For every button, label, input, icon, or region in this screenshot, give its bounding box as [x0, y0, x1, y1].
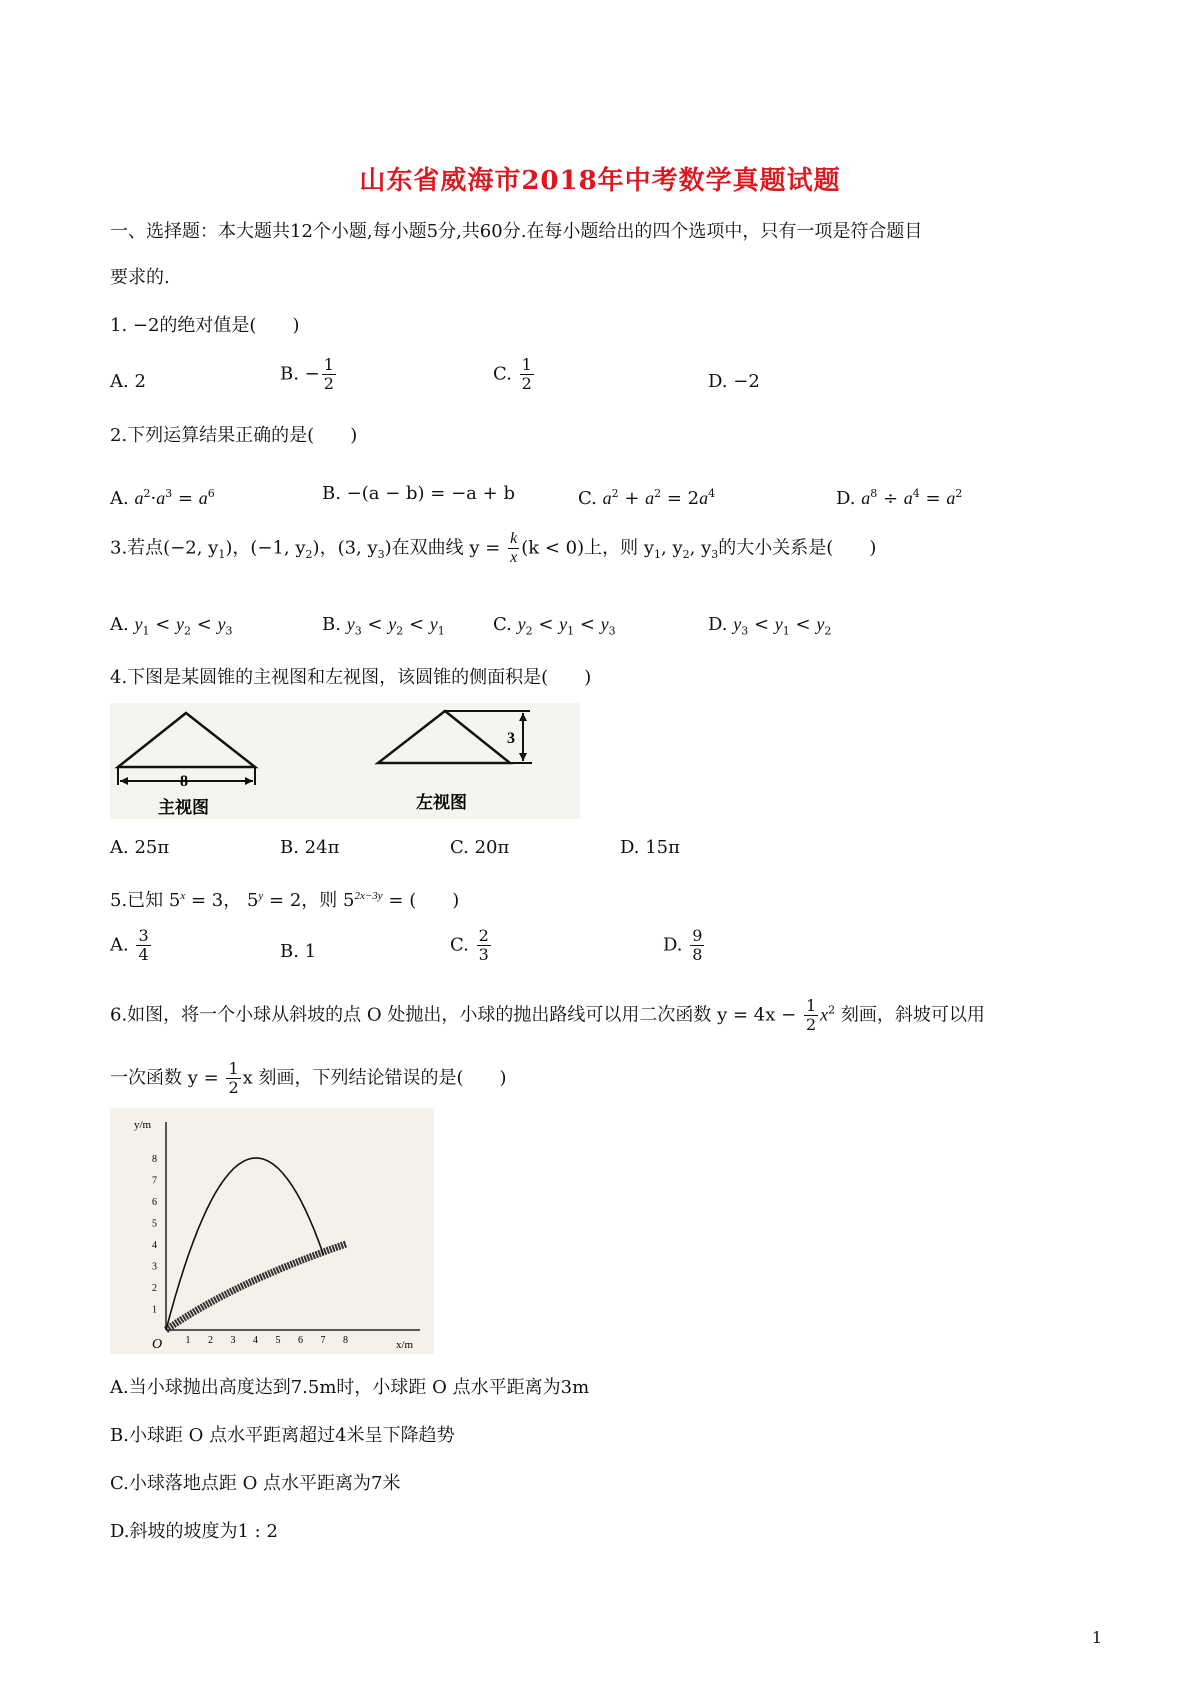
q2-option-d: D. $a^8 \div a^4 = a^2$ [836, 487, 963, 509]
y-tick-label: 2 [152, 1283, 157, 1294]
y-tick-labels [152, 1154, 157, 1316]
x-tick-label: 7 [320, 1335, 326, 1346]
y-tick-label: 3 [152, 1261, 157, 1273]
slope-line [166, 1244, 346, 1330]
q4-option-b: B. 24π [280, 837, 340, 858]
q6-option-d: D.斜坡的坡度为1 : 2 [110, 1521, 278, 1542]
x-axis-label: x/m [396, 1339, 414, 1351]
q3-option-d: D. $y_3 < y_1 < y_2$ [708, 614, 832, 638]
q1-option-d: D. −2 [708, 371, 760, 392]
q5-stem: 5.已知 5$^x$ = 3， 5$^y$ = 2，则 $5^{2x-3y}$ = ( ) [110, 890, 460, 911]
page-title: 山东省威海市2018年中考数学真题试题 [359, 166, 841, 196]
y-axis-label: y/m [134, 1119, 152, 1131]
y-tick-label: 7 [152, 1175, 157, 1187]
q5-option-d: D. $\frac{9}{8}$ [663, 926, 703, 964]
y-tick-label: 6 [152, 1197, 157, 1208]
x-tick-label: 1 [185, 1335, 191, 1346]
y-tick-label: 4 [152, 1240, 157, 1251]
y-tick-label: 8 [152, 1154, 157, 1165]
q1-option-a: A. 2 [110, 371, 146, 392]
left-view-dimension: 3 [507, 730, 515, 747]
left-view-triangle [378, 711, 510, 763]
trajectory-graph [110, 1108, 434, 1354]
q2-option-b: B. −(a − b) = −a + b [322, 483, 515, 504]
cone-views-figure [110, 703, 580, 819]
page-number: 1 [1091, 1628, 1102, 1647]
main-view-triangle [118, 713, 255, 767]
parabola-curve [166, 1158, 324, 1330]
main-view-dim-arrow-right [245, 777, 253, 785]
x-tick-label: 4 [253, 1335, 258, 1346]
main-view-dim-arrow-left [120, 777, 128, 785]
section-instruction-line1: 一、选择题：本大题共12个小题,每小题5分,共60分.在每小题给出的四个选项中，只有一项是符合题目 [110, 221, 923, 242]
left-view-dim-arrow-bottom [519, 753, 527, 761]
x-tick-label: 6 [298, 1335, 303, 1346]
q1-option-b: B. − $\frac{1}{2}$ [280, 355, 334, 393]
left-view-label: 左视图 [416, 793, 467, 813]
x-tick-labels [186, 1335, 349, 1346]
y-tick-label: 5 [152, 1218, 157, 1230]
q6-option-c: C.小球落地点距 O 点水平距离为7米 [110, 1473, 401, 1494]
x-tick-label: 5 [275, 1335, 281, 1346]
origin-label: O [152, 1337, 163, 1352]
main-view-dimension: 8 [180, 773, 188, 790]
q3-option-b: B. $y_3 < y_2 < y_1$ [322, 614, 445, 638]
q4-stem: 4.下图是某圆锥的主视图和左视图，该圆锥的侧面积是( ) [110, 667, 592, 688]
q4-option-d: D. 15π [620, 837, 680, 858]
q1-option-c: C. $\frac{1}{2}$ [493, 355, 532, 393]
q2-option-c: C. $a^2 + a^2 = 2a^4$ [578, 487, 716, 509]
q5-option-b: B. 1 [280, 941, 317, 962]
q2-option-a: A. $a^2\cdot a^3 = a^6$ [110, 487, 215, 509]
section-instruction-line2: 要求的. [110, 267, 170, 288]
left-view-dim-arrow-top [519, 713, 527, 721]
q4-option-c: C. 20π [450, 837, 510, 858]
q6-stem-line2: 一次函数 y = $\frac{1}{2}$ x 刻画，下列结论错误的是( ) [110, 1059, 507, 1097]
y-tick-label: 1 [152, 1304, 157, 1316]
q5-option-c: C. $\frac{2}{3}$ [450, 926, 489, 964]
q3-option-c: C. $y_2 < y_1 < y_3$ [493, 614, 616, 638]
q6-option-b: B.小球距 O 点水平距离超过4米呈下降趋势 [110, 1425, 455, 1446]
q2-stem: 2.下列运算结果正确的是( ) [110, 425, 358, 446]
cone-views-drawing [110, 703, 580, 819]
x-tick-label: 8 [343, 1335, 348, 1346]
q6-option-a: A.当小球抛出高度达到7.5m时，小球距 O 点水平距离为3m [110, 1377, 590, 1398]
x-tick-label: 3 [230, 1335, 236, 1346]
q3-option-a: A. $y_1 < y_2 < y_3$ [110, 614, 233, 638]
q1-stem: 1. −2的绝对值是( ) [110, 315, 300, 336]
trajectory-figure [110, 1108, 434, 1354]
q5-option-a: A. $\frac{3}{4}$ [110, 926, 149, 964]
q3-stem: 3.若点(−2, $y_1$)，(−1, $y_2$)，(3, $y_3$)在双曲线 y = $\frac{k}{x}$ (k < 0)上，则 $y_1$, $y_2$, $y_3$的大小关系是( ) [110, 530, 877, 566]
q6-stem-line1: 6.如图，将一个小球从斜坡的点 O 处抛出，小球的抛出路线可以用二次函数 y = 4x − $\frac{1}{2}$ $x^2$ 刻画，斜坡可以用 [110, 996, 985, 1034]
q4-option-a: A. 25π [110, 837, 170, 858]
x-tick-label: 2 [208, 1335, 213, 1346]
main-view-label: 主视图 [158, 798, 209, 818]
